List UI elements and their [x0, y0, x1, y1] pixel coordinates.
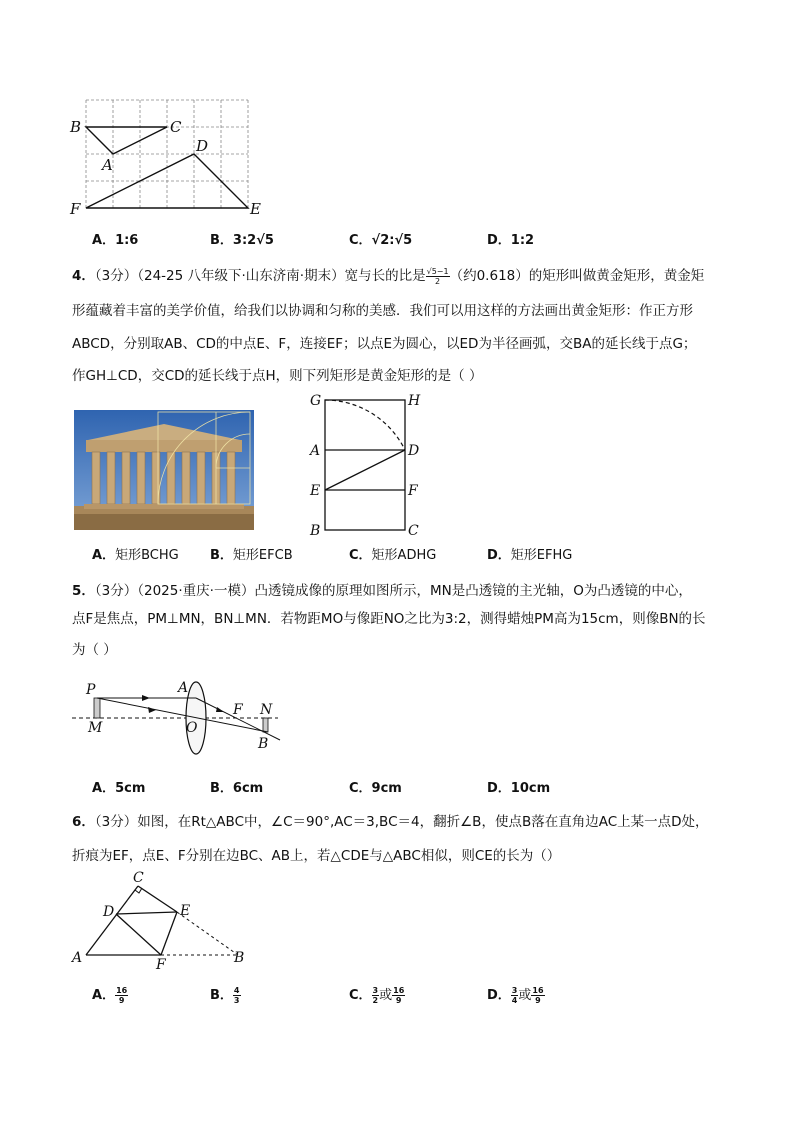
label-o: O: [186, 720, 198, 736]
q4-number: 4．: [72, 268, 95, 284]
q4-score: （3分）: [94, 268, 138, 284]
label-c: C: [408, 523, 419, 539]
q6-line-2: 折痕为EF，点E、F分别在边BC、AB上，若△CDE与△ABC相似，则CE的长为（）: [72, 848, 561, 864]
label-m: M: [88, 720, 103, 736]
q4-line-2: 形蕴藏着丰富的美学价值，给我们以协调和匀称的美感．我们可以用这样的方法画出黄金矩形：作正方形: [72, 303, 693, 319]
q4-line-3: ABCD，分别取AB、CD的中点E、F，连接EF；以点E为圆心，以ED为半径画弧，交BA的延长线于点G；: [72, 336, 697, 352]
q5-line-2: 点F是焦点，PM⊥MN，BN⊥MN．若物距MO与像距NO之比为3:2，测得蜡烛PM高为15cm，则像BN的长: [72, 611, 706, 627]
image-candle: [263, 718, 268, 732]
q6-option-b[interactable]: B． $\frac{4}{3}$: [210, 986, 240, 1005]
q3-option-b[interactable]: B．3:2√5: [210, 233, 274, 248]
label-g: G: [310, 393, 322, 409]
label-e: E: [180, 903, 191, 919]
label-d: D: [103, 904, 115, 920]
q3-option-a[interactable]: A．1:6: [92, 233, 139, 248]
q5-line-3: 为（ ）: [72, 642, 117, 658]
q3-option-c[interactable]: C．√2:√5: [349, 233, 413, 248]
label-a: A: [102, 156, 113, 174]
label-b: B: [234, 950, 245, 966]
q5-score: （3分）: [94, 583, 138, 599]
triangle-abc: [86, 127, 167, 154]
q4-option-b[interactable]: B．矩形EFCB: [210, 548, 293, 563]
label-d: D: [408, 443, 420, 459]
q5-option-a[interactable]: A．5cm: [92, 781, 146, 796]
q4-line-1: 4．（3分）（24-25 八年级下·山东济南·期末）宽与长的比是 $\frac{√5-1}{2}$ （约0.618）的矩形叫做黄金矩形，黄金矩: [72, 266, 705, 286]
parthenon-photo: [74, 410, 254, 530]
q5-number: 5．: [72, 583, 95, 599]
label-b: B: [70, 118, 82, 136]
q5-option-d[interactable]: D．10cm: [487, 781, 551, 796]
q4-option-d[interactable]: D．矩形EFHG: [487, 548, 573, 563]
q6-number: 6．: [72, 814, 95, 830]
q5-source: （2025·重庆·一模）: [137, 583, 255, 599]
label-a: A: [310, 443, 321, 459]
q6-score: （3分）: [94, 814, 138, 830]
label-b: B: [310, 523, 321, 539]
q5-line-1: 5．（3分）（2025·重庆·一模）凸透镜成像的原理如图所示，MN是凸透镜的主光轴，O为凸透镜的中心，: [72, 583, 692, 599]
q6-option-c[interactable]: C． $\frac{3}{2}$ 或 $\frac{16}{9}$: [349, 986, 405, 1005]
q4-line-4: 作GH⊥CD，交CD的延长线于点H，则下列矩形是黄金矩形的是（ ）: [72, 368, 483, 384]
q4-fraction: $\frac{√5-1}{2}$: [426, 266, 449, 286]
q5-option-c[interactable]: C．9cm: [349, 781, 402, 796]
q6-option-a[interactable]: A． $\frac{16}{9}$: [92, 986, 128, 1005]
q4-option-a[interactable]: A．矩形BCHG: [92, 548, 179, 563]
label-a: A: [72, 950, 83, 966]
q4-golden-rectangle-figure: [304, 388, 424, 540]
q5-option-b[interactable]: B．6cm: [210, 781, 264, 796]
label-n: N: [260, 702, 273, 718]
label-p: P: [86, 682, 96, 698]
q4-option-c[interactable]: C．矩形ADHG: [349, 548, 437, 563]
q4-source: （24-25 八年级下·山东济南·期末）: [137, 268, 345, 284]
q3-option-d[interactable]: D．1:2: [487, 233, 535, 248]
q5-lens-figure: [70, 676, 290, 756]
label-c: C: [133, 870, 144, 886]
label-f: F: [408, 483, 418, 499]
label-c: C: [170, 118, 182, 136]
q3-grid-figure: [66, 94, 276, 220]
label-d: D: [196, 137, 209, 155]
q6-option-d[interactable]: D． $\frac{3}{4}$ 或 $\frac{16}{9}$: [487, 986, 544, 1005]
label-f: F: [156, 957, 166, 970]
q6-fold-figure: [68, 864, 258, 970]
label-h: H: [408, 393, 421, 409]
label-a: A: [178, 680, 189, 696]
label-f: F: [70, 200, 81, 218]
candle: [94, 698, 100, 718]
label-e: E: [310, 483, 321, 499]
label-e: E: [250, 200, 261, 218]
label-f: F: [233, 702, 243, 718]
q6-line-1: 6．（3分）如图，在Rt△ABC中，∠C＝90°,AC＝3,BC＝4，翻折∠B，使点B落在直角边AC上某一点D处，: [72, 814, 709, 830]
label-b: B: [258, 736, 269, 752]
